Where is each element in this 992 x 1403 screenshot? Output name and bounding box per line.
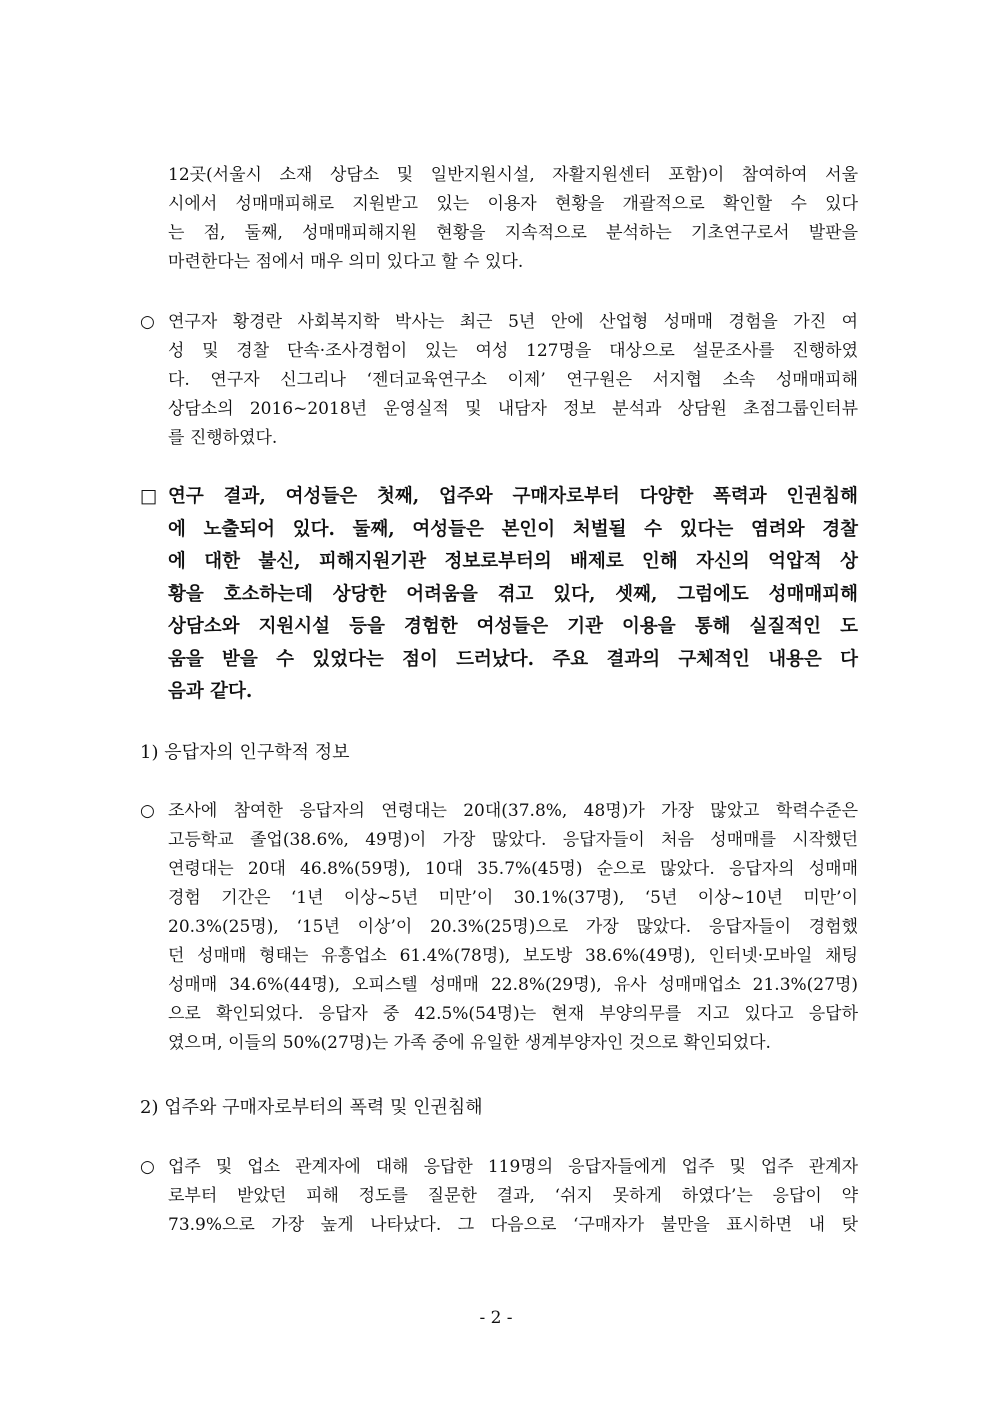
demographics-paragraph <box>140 797 858 1058</box>
text-line: 를 진행하였다. <box>168 428 278 448</box>
text-line: 는 점, 둘째, 성매매피해지원 현황을 지속적으로 분석하는 기초연구로서 발판을 <box>168 223 858 243</box>
text-line: ○ 연구자 황경란 사회복지학 박사는 최근 5년 안에 산업형 성매매 경험을 가진 여 <box>140 308 858 337</box>
text-line: 로부터 받았던 피해 정도를 질문한 결과, ‘쉬지 못하게 하였다’는 응답이 약 <box>168 1186 858 1206</box>
text-line: 성 및 경찰 단속·조사경험이 있는 여성 127명을 대상으로 설문조사를 진행하였 <box>168 341 858 361</box>
text-line: 12곳(서울시 소재 상담소 및 일반지원시설, 자활지원센터 포함)이 참여하여 서울 <box>168 165 858 185</box>
text-line: 상담소의 2016~2018년 운영실적 및 내담자 정보 분석과 상담원 초점그룹인터뷰 <box>168 399 858 419</box>
text-line: 에 대한 불신, 피해지원기관 정보로부터의 배제로 인해 자신의 억압적 상 <box>168 551 858 572</box>
text-line: □ 연구 결과, 여성들은 첫째, 업주와 구매자로부터 다양한 폭력과 인권침해 <box>140 481 858 514</box>
circle-bullet-icon: ○ <box>140 801 155 821</box>
text-line: 20.3%(25명), ‘15년 이상’이 20.3%(25명)으로 가장 많았다. 응답자들이 경험했 <box>168 917 858 937</box>
text-line: 으로 확인되었다. 응답자 중 42.5%(54명)는 현재 부양의무를 지고 있다고 응답하 <box>168 1004 858 1024</box>
text-line: 연령대는 20대 46.8%(59명), 10대 35.7%(45명) 순으로 많았다. 응답자의 성매매 <box>168 859 858 879</box>
text-line: 시에서 성매매피해로 지원받고 있는 이용자 현황을 개괄적으로 확인할 수 있다 <box>168 194 858 214</box>
text-line: 던 성매매 형태는 유흥업소 61.4%(78명), 보도방 38.6%(49명), 인터넷·모바일 채팅 <box>168 946 858 966</box>
square-bullet-icon: □ <box>140 486 158 507</box>
text-line: 상담소와 지원시설 등을 경험한 여성들은 기관 이용을 통해 실질적인 도 <box>168 616 858 637</box>
text-line: 고등학교 졸업(38.6%, 49명)이 가장 많았다. 응답자들이 처음 성매매를 시작했던 <box>168 830 858 850</box>
results-summary <box>140 481 858 709</box>
text-line: ○ 조사에 참여한 응답자의 연령대는 20대(37.8%, 48명)가 가장 많았고 학력수준은 <box>140 797 858 826</box>
text-line: 경험 기간은 ‘1년 이상~5년 미만’이 30.1%(37명), ‘5년 이상~10년 미만’이 <box>168 888 858 908</box>
text-line: 성매매 34.6%(44명), 오피스텔 성매매 22.8%(29명), 유사 성매매업소 21.3%(27명) <box>168 975 858 995</box>
text-line: 음과 같다. <box>168 681 253 702</box>
intro-paragraph <box>140 161 858 277</box>
section-heading: 2) 업주와 구매자로부터의 폭력 및 인권침해 <box>140 1097 483 1118</box>
text-line: ○ 업주 및 업소 관계자에 대해 응답한 119명의 응답자들에게 업주 및 업주 관계자 <box>140 1153 858 1182</box>
text-line: 움을 받을 수 있었다는 점이 드러났다. 주요 결과의 구체적인 내용은 다 <box>168 648 858 670</box>
page-number: - 2 - <box>479 1308 513 1328</box>
circle-bullet-icon: ○ <box>140 1157 155 1177</box>
text-line: 마련한다는 점에서 매우 의미 있다고 할 수 있다. <box>168 252 524 272</box>
text-line: 73.9%으로 가장 높게 나타났다. 그 다음으로 ‘구매자가 불만을 표시하면 내 탓 <box>168 1215 858 1235</box>
section-heading: 1) 응답자의 인구학적 정보 <box>140 742 350 763</box>
text-line: 황을 호소하는데 상당한 어려움을 겪고 있다, 셋째, 그럼에도 성매매피해 <box>168 583 858 605</box>
text-line: 에 노출되어 있다. 둘째, 여성들은 본인이 처벌될 수 있다는 염려와 경찰 <box>168 518 858 540</box>
text-line: 였으며, 이들의 50%(27명)는 가족 중에 유일한 생계부양자인 것으로 확인되었다. <box>168 1033 771 1053</box>
text-line: 다. 연구자 신그리나 ‘젠더교육연구소 이제’ 연구원은 서지협 소속 성매매피해 <box>168 370 858 390</box>
researchers-paragraph <box>140 308 858 453</box>
violence-paragraph <box>140 1153 858 1240</box>
circle-bullet-icon: ○ <box>140 312 155 332</box>
